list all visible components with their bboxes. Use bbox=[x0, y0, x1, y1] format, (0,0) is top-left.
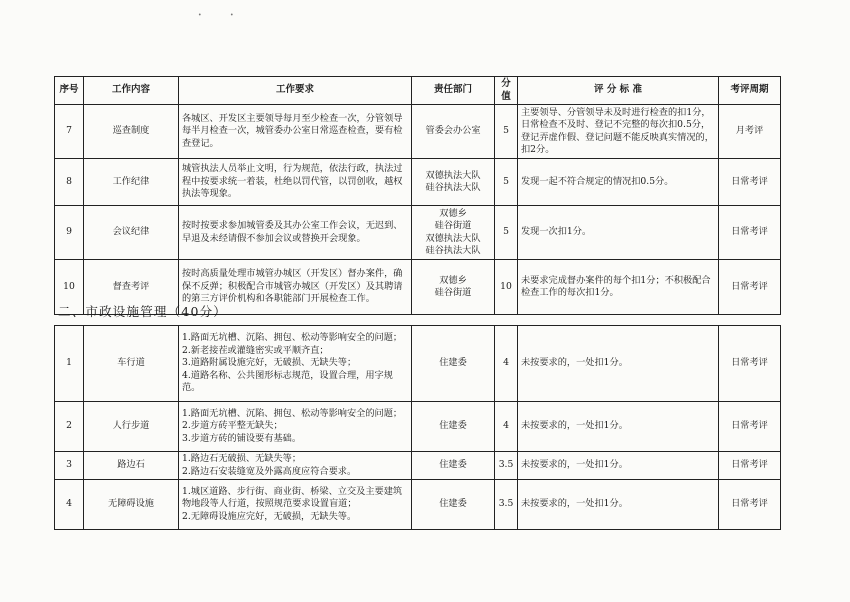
score-cell: 5 bbox=[495, 206, 518, 260]
department-cell: 双德乡 硅谷街道 bbox=[412, 260, 495, 315]
requirement-cell: 按时高质量处理市城管办城区（开发区）督办案件，确保不反弹；积极配合市城管办城区（开发区）及其聘请的第三方评价机构和各职能部门开展检查工作。 bbox=[179, 260, 412, 315]
cycle-cell: 日常考评 bbox=[719, 159, 781, 206]
criteria-cell: 主要领导、分管领导未及时进行检查的扣1分，日常检查不及时、登记不完整的每次扣0.5分，登记弄虚作假、登记问题不能反映真实情况的，扣2分。 bbox=[518, 105, 719, 159]
content-cell: 路边石 bbox=[84, 452, 179, 480]
requirement-cell: 1.城区道路、步行街、商业街、桥梁、立交及主要建筑物地段等人行道，按照规范要求设置盲道； 2.无障碍设施应完好，无破损，无缺失等。 bbox=[179, 480, 412, 530]
content-cell: 无障碍设施 bbox=[84, 480, 179, 530]
score-cell: 4 bbox=[495, 402, 518, 452]
table-row bbox=[55, 206, 781, 260]
header-criteria: 评 分 标 准 bbox=[518, 77, 719, 105]
department-cell: 双德乡 硅谷街道 双德执法大队 硅谷执法大队 bbox=[412, 206, 495, 260]
cycle-cell: 日常考评 bbox=[719, 452, 781, 480]
seq-cell: 8 bbox=[55, 159, 84, 206]
department-cell: 管委会办公室 bbox=[412, 105, 495, 159]
requirement-cell: 城管执法人员举止文明，行为规范，依法行政，执法过程中按要求统一着装，杜绝以罚代管，以罚创收，越权执法等现象。 bbox=[179, 159, 412, 206]
content-cell: 人行步道 bbox=[84, 402, 179, 452]
department-cell: 住建委 bbox=[412, 326, 495, 402]
table-row bbox=[55, 480, 781, 530]
requirement-cell: 各城区、开发区主要领导每月至少检查一次，分管领导每半月检查一次，城管委办公室日常巡查检查，要有检查登记。 bbox=[179, 105, 412, 159]
score-cell: 5 bbox=[495, 159, 518, 206]
seq-cell: 7 bbox=[55, 105, 84, 159]
header-cycle: 考评周期 bbox=[719, 77, 781, 105]
score-cell: 3.5 bbox=[495, 480, 518, 530]
assessment-table-part2 bbox=[54, 325, 781, 530]
scan-speck: • bbox=[230, 12, 234, 19]
score-cell: 4 bbox=[495, 326, 518, 402]
table-row bbox=[55, 105, 781, 159]
department-cell: 双德执法大队 硅谷执法大队 bbox=[412, 159, 495, 206]
score-cell: 3.5 bbox=[495, 452, 518, 480]
cycle-cell: 日常考评 bbox=[719, 260, 781, 315]
seq-cell: 9 bbox=[55, 206, 84, 260]
seq-cell: 1 bbox=[55, 326, 84, 402]
scan-speck: • bbox=[198, 12, 202, 19]
score-cell: 5 bbox=[495, 105, 518, 159]
department-cell: 住建委 bbox=[412, 480, 495, 530]
content-cell: 督查考评 bbox=[84, 260, 179, 315]
department-cell: 住建委 bbox=[412, 452, 495, 480]
requirement-cell: 1.路面无坑槽、沉陷、拥包、松动等影响安全的问题； 2.新老接茬或灌缝密实或平顺齐直； 3.道路附属设施完好，无破损、无缺失等； 4.道路名称、公共图形标志规范，设置合理，用字规范。 bbox=[179, 326, 412, 402]
assessment-table-part1 bbox=[54, 76, 781, 315]
requirement-cell: 1.路面无坑槽、沉陷、拥包、松动等影响安全的问题； 2.步道方砖平整无缺失； 3.步道方砖的铺设要有基础。 bbox=[179, 402, 412, 452]
cycle-cell: 日常考评 bbox=[719, 326, 781, 402]
content-cell: 会议纪律 bbox=[84, 206, 179, 260]
criteria-cell: 未按要求的，一处扣1分。 bbox=[518, 326, 719, 402]
seq-cell: 3 bbox=[55, 452, 84, 480]
criteria-cell: 未按要求的，一处扣1分。 bbox=[518, 402, 719, 452]
cycle-cell: 日常考评 bbox=[719, 480, 781, 530]
criteria-cell: 未要求完成督办案件的每个扣1分；不积极配合检查工作的每次扣1分。 bbox=[518, 260, 719, 315]
seq-cell: 10 bbox=[55, 260, 84, 315]
table-row bbox=[55, 159, 781, 206]
section-title: 二、市政设施管理（40分） bbox=[58, 304, 228, 319]
header-requirement: 工作要求 bbox=[179, 77, 412, 105]
criteria-cell: 未按要求的，一处扣1分。 bbox=[518, 452, 719, 480]
cycle-cell: 日常考评 bbox=[719, 206, 781, 260]
header-department: 责任部门 bbox=[412, 77, 495, 105]
seq-cell: 4 bbox=[55, 480, 84, 530]
header-content: 工作内容 bbox=[84, 77, 179, 105]
table-row bbox=[55, 326, 781, 402]
requirement-cell: 1.路边石无破损、无缺失等； 2.路边石安装缝宽及外露高度应符合要求。 bbox=[179, 452, 412, 480]
criteria-cell: 未按要求的，一处扣1分。 bbox=[518, 480, 719, 530]
table-row bbox=[55, 452, 781, 480]
cycle-cell: 月考评 bbox=[719, 105, 781, 159]
content-cell: 车行道 bbox=[84, 326, 179, 402]
content-cell: 工作纪律 bbox=[84, 159, 179, 206]
header-score: 分值 bbox=[495, 77, 518, 105]
cycle-cell: 日常考评 bbox=[719, 402, 781, 452]
criteria-cell: 发现一次扣1分。 bbox=[518, 206, 719, 260]
table-header-row bbox=[55, 77, 781, 105]
criteria-cell: 发现一起不符合规定的情况扣0.5分。 bbox=[518, 159, 719, 206]
score-cell: 10 bbox=[495, 260, 518, 315]
content-cell: 巡查制度 bbox=[84, 105, 179, 159]
department-cell: 住建委 bbox=[412, 402, 495, 452]
header-seq: 序号 bbox=[55, 77, 84, 105]
seq-cell: 2 bbox=[55, 402, 84, 452]
requirement-cell: 按时按要求参加城管委及其办公室工作会议，无迟到、早退及未经请假不参加会议或替换开会现象。 bbox=[179, 206, 412, 260]
table-row bbox=[55, 402, 781, 452]
